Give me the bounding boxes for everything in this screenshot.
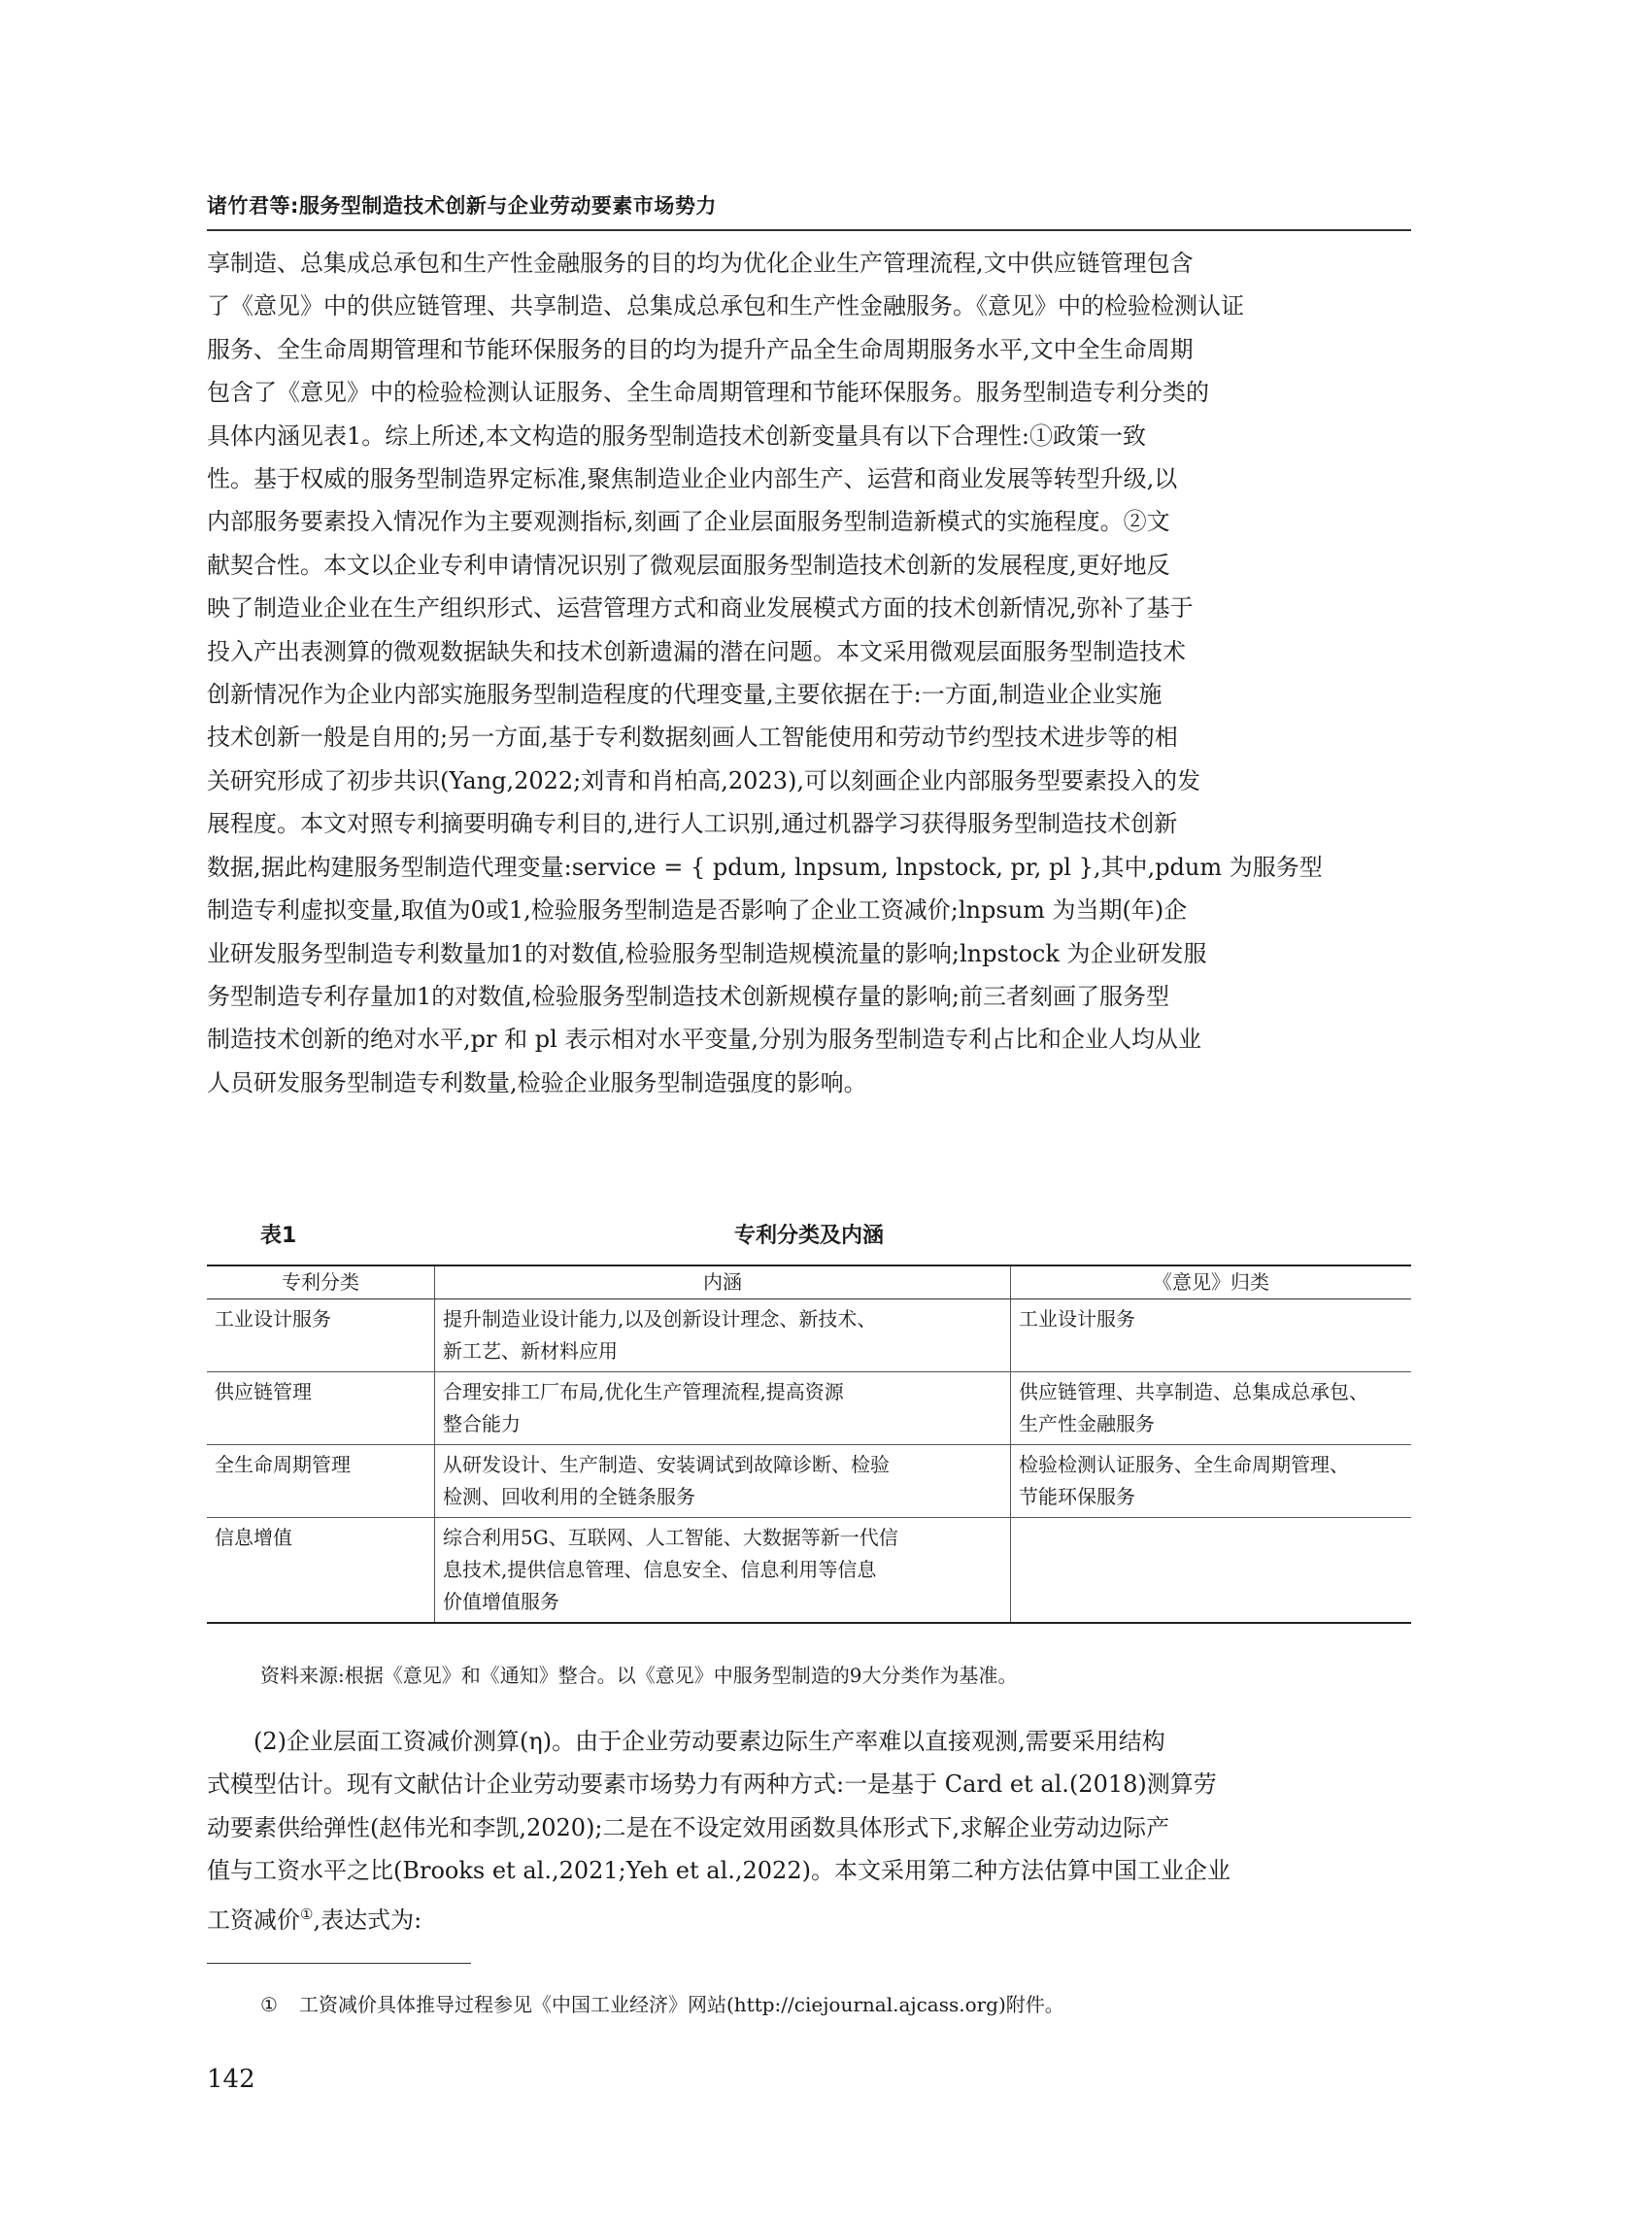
paragraph-text: ,表达式为: (313, 1906, 422, 1934)
column-header: 《意见》归类 (1011, 1265, 1412, 1299)
opinion-cell (1011, 1299, 1412, 1372)
paragraph-line: 投入产出表测算的微观数据缺失和技术创新遗漏的潜在问题。本文采用微观层面服务型制造技术 (207, 637, 1186, 665)
cell-line: 提升制造业设计能力,以及创新设计理念、新技术、 (443, 1307, 877, 1331)
content-cell (435, 1518, 1011, 1624)
paragraph-line: 内部服务要素投入情况作为主要观测指标,刻画了企业层面服务型制造新模式的实施程度。②文 (207, 508, 1170, 536)
paragraph-line: 包含了《意见》中的检验检测认证服务、全生命周期管理和节能环保服务。服务型制造专利分类的 (207, 379, 1209, 407)
paragraph-last-line (207, 1893, 1411, 1941)
running-header: 诸竹君等:服务型制造技术创新与企业劳动要素市场势力 (207, 194, 717, 218)
category-cell: 信息增值 (207, 1518, 435, 1624)
paragraph-line: 献契合性。本文以企业专利申请情况识别了微观层面服务型制造技术创新的发展程度,更好地反 (207, 551, 1170, 579)
paragraph-line: 关研究形成了初步共识(Yang,2022;刘青和肖柏高,2023),可以刻画企业内部服务型要素投入的发 (207, 766, 1200, 794)
paragraph-line: 数据,据此构建服务型制造代理变量:service = { pdum, lnpsum, lnpstock, pr, pl },其中,pdum 为服务型 (207, 853, 1323, 881)
table-row (207, 1372, 1411, 1445)
page-number: 142 (207, 2065, 255, 2094)
paragraph-line: 技术创新一般是自用的;另一方面,基于专利数据刻画人工智能使用和劳动节约型技术进步等的相 (207, 724, 1178, 752)
cell-line: 价值增值服务 (443, 1590, 559, 1613)
paragraph-line: 享制造、总集成总承包和生产性金融服务的目的均为优化企业生产管理流程,文中供应链管理包含 (207, 250, 1194, 277)
paragraph-line: 创新情况作为企业内部实施服务型制造程度的代理变量,主要依据在于:一方面,制造业企业实施 (207, 681, 1163, 709)
paragraph-line: 具体内涵见表1。综上所述,本文构造的服务型制造技术创新变量具有以下合理性:①政策一致 (207, 422, 1146, 450)
cell-line: 从研发设计、生产制造、安装调试到故障诊断、检验 (443, 1453, 890, 1476)
paragraph-line: 制造技术创新的绝对水平,pr 和 pl 表示相对水平变量,分别为服务型制造专利占比和企业人均从业 (207, 1026, 1202, 1054)
paragraph-line: 人员研发服务型制造专利数量,检验企业服务型制造强度的影响。 (207, 1068, 867, 1096)
category-cell: 工业设计服务 (215, 1307, 331, 1331)
cell-line: 合理安排工厂布局,优化生产管理流程,提高资源 (443, 1380, 844, 1403)
content-cell (435, 1372, 1011, 1445)
cell-line: 息技术,提供信息管理、信息安全、信息利用等信息 (443, 1558, 877, 1581)
table-title: 专利分类及内涵 (733, 1224, 884, 1248)
category-cell: 供应链管理 (207, 1372, 435, 1445)
column-header: 专利分类 (207, 1265, 435, 1299)
cell-line: 生产性金融服务 (1019, 1412, 1155, 1435)
table-number: 表1 (260, 1224, 297, 1248)
footnote-rule (207, 1963, 471, 1964)
table-row (207, 1445, 1411, 1518)
footnote-text: 工资减价具体推导过程参见《中国工业经济》网站(http://ciejournal.ajcass.org)附件。 (299, 1993, 1064, 2016)
table-header-row (207, 1265, 1411, 1299)
cell-line: 检测、回收利用的全链条服务 (443, 1485, 695, 1508)
cell-line: 工业设计服务 (1019, 1307, 1135, 1331)
table-source-note: 资料来源:根据《意见》和《通知》整合。以《意见》中服务型制造的9大分类作为基准。 (260, 1664, 1018, 1687)
cell-line: 综合利用5G、互联网、人工智能、大数据等新一代信 (443, 1526, 898, 1549)
cell-line: 节能环保服务 (1019, 1485, 1135, 1508)
cell-line: 供应链管理、共享制造、总集成总承包、 (1019, 1380, 1368, 1403)
paragraph-text: 工资减价 (207, 1906, 300, 1934)
patent-classification-table (207, 1265, 1411, 1624)
paragraph-line: 性。基于权威的服务型制造界定标准,聚焦制造业企业内部生产、运营和商业发展等转型升级,以 (207, 465, 1178, 493)
content-cell (435, 1445, 1011, 1518)
body-paragraph-1 (207, 242, 1411, 1104)
paragraph-line: 业研发服务型制造专利数量加1的对数值,检验服务型制造规模流量的影响;lnpstock 为企业研发服 (207, 939, 1207, 967)
content-cell (435, 1299, 1011, 1372)
paragraph-line: 动要素供给弹性(赵伟光和李凯,2020);二是在不设定效用函数具体形式下,求解企业劳动边际产 (207, 1813, 1170, 1841)
paragraph-line: 值与工资水平之比(Brooks et al.,2021;Yeh et al.,2022)。本文采用第二种方法估算中国工业企业 (207, 1857, 1231, 1885)
paragraph-line: 了《意见》中的供应链管理、共享制造、总集成总承包和生产性金融服务。《意见》中的检验检测认证 (207, 292, 1244, 320)
category-cell: 全生命周期管理 (207, 1445, 435, 1518)
paragraph-line: 制造专利虚拟变量,取值为0或1,检验服务型制造是否影响了企业工资减价;lnpsum 为当期(年)企 (207, 896, 1188, 925)
cell-line: 检验检测认证服务、全生命周期管理、 (1019, 1453, 1349, 1476)
paragraph-line: 展程度。本文对照专利摘要明确专利目的,进行人工识别,通过机器学习获得服务型制造技术创新 (207, 810, 1178, 838)
paragraph-line: (2)企业层面工资减价测算(η)。由于企业劳动要素边际生产率难以直接观测,需要采用结构 (253, 1728, 1165, 1755)
paragraph-line: 务型制造专利存量加1的对数值,检验服务型制造技术创新规模存量的影响;前三者刻画了服务型 (207, 982, 1169, 1010)
cell-line: 整合能力 (443, 1412, 521, 1435)
paragraph-line: 服务、全生命周期管理和节能环保服务的目的均为提升产品全生命周期服务水平,文中全生命周期 (207, 335, 1194, 363)
footnote (260, 1989, 1064, 2017)
footnote-mark: ① (260, 1993, 278, 2016)
paragraph-line: 映了制造业企业在生产组织形式、运营管理方式和商业发展模式方面的技术创新情况,弥补了基于 (207, 594, 1194, 623)
opinion-cell (1011, 1518, 1412, 1624)
footnote-reference[interactable]: ① (300, 1905, 314, 1923)
column-header: 内涵 (435, 1265, 1011, 1299)
opinion-cell (1011, 1372, 1412, 1445)
header-rule (207, 229, 1411, 231)
cell-line: 新工艺、新材料应用 (443, 1339, 618, 1363)
table-row (207, 1518, 1411, 1624)
table-row (207, 1299, 1411, 1372)
opinion-cell (1011, 1445, 1412, 1518)
paragraph-line: 式模型估计。现有文献估计企业劳动要素市场势力有两种方式:一是基于 Card et al.(2018)测算劳 (207, 1771, 1217, 1799)
body-paragraph-2 (207, 1720, 1411, 1941)
